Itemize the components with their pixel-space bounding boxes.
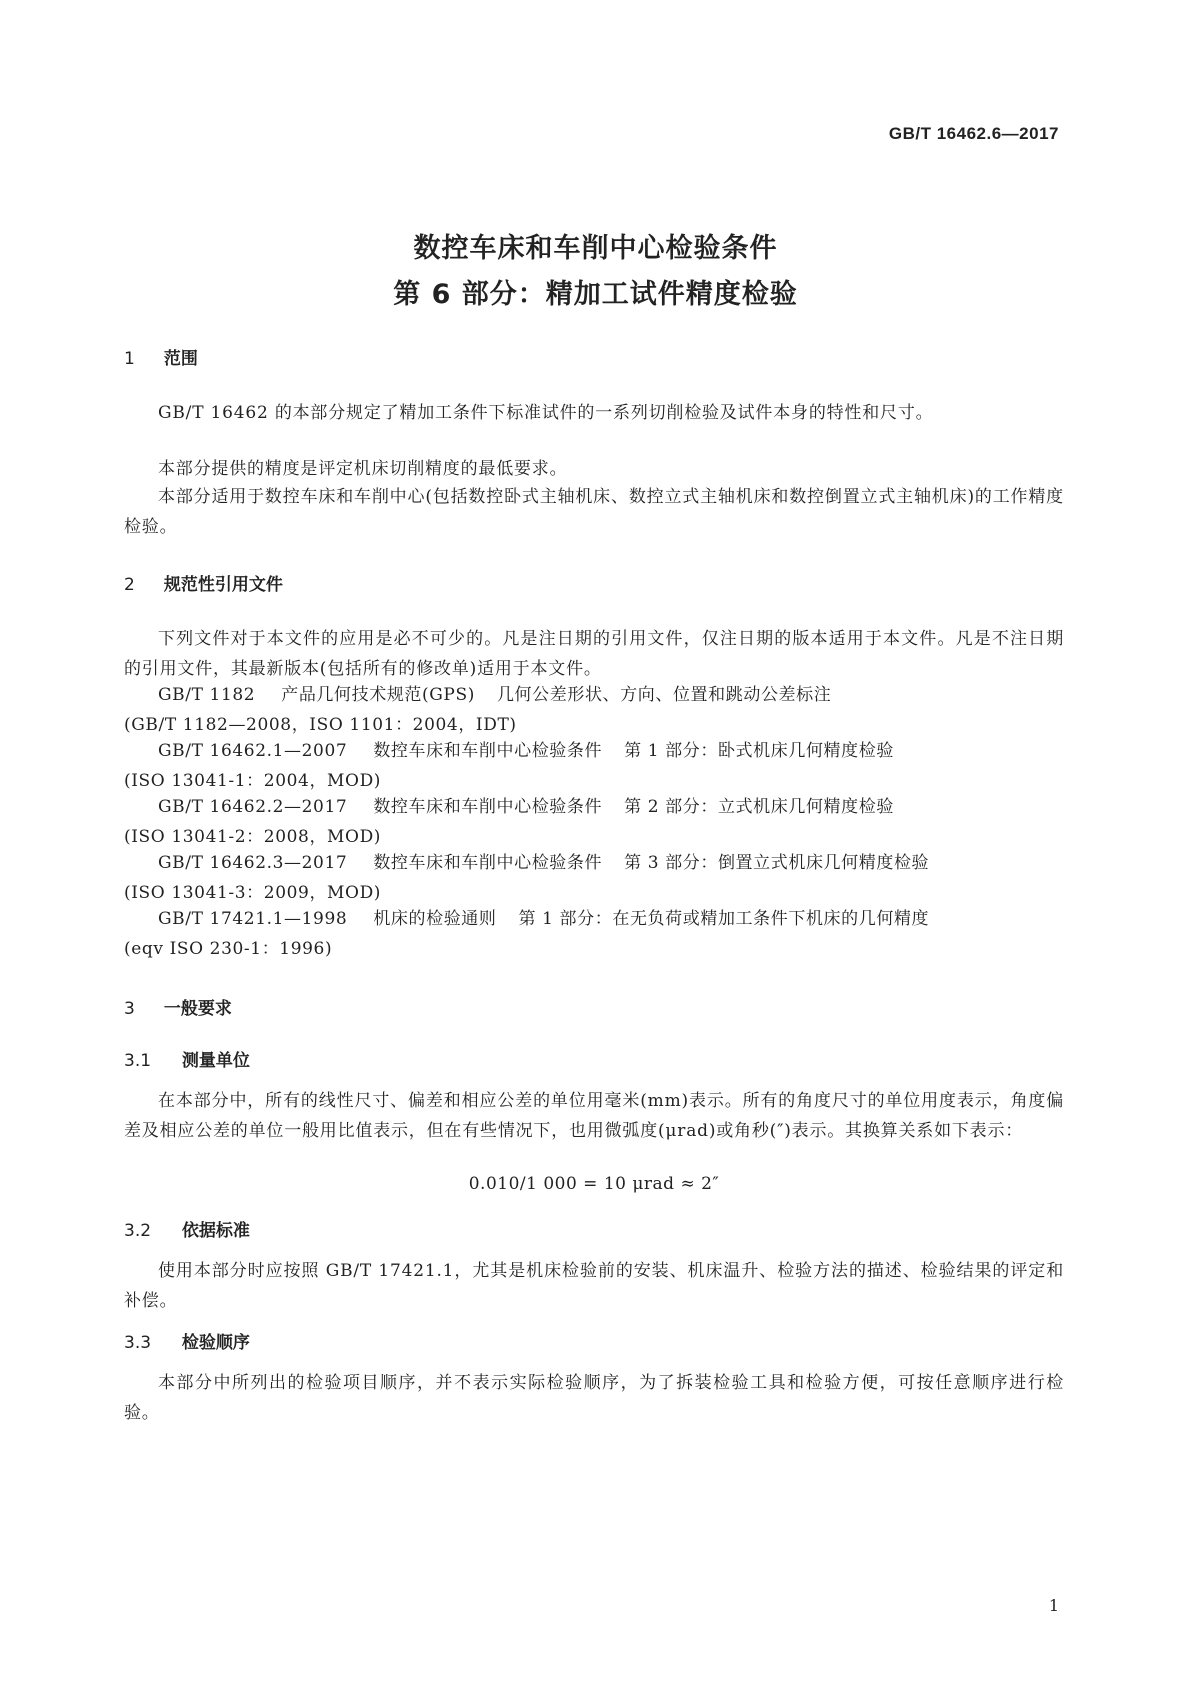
section-number: 3.1 [124, 1051, 152, 1071]
reference-part: 几何公差形状、方向、位置和跳动公差标注 [496, 685, 832, 705]
conversion-formula: 0.010/1 000 = 10 μrad ≈ 2″ [468, 1174, 720, 1194]
section-title: 规范性引用文件 [163, 575, 283, 595]
section-1-paragraph-2: 本部分提供的精度是评定机床切削精度的最低要求。 [158, 459, 568, 479]
section-number: 2 [124, 575, 135, 595]
section-title: 范围 [163, 349, 198, 369]
section-3-2-heading [124, 1216, 250, 1241]
section-3-1-paragraph: 在本部分中，所有的线性尺寸、偏差和相应公差的单位用毫米(mm)表示。所有的角度尺寸的单位用度表示，角度偏差及相应公差的单位一般用比值表示，但在有些情况下，也用微弧度(μrad)或角秒(″)表示。其换算关系如下表示： [124, 1091, 1064, 1141]
page-number: 1 [1048, 1596, 1059, 1615]
section-3-3-heading [124, 1328, 250, 1353]
reference-name: 数控车床和车削中心检验条件 [373, 853, 603, 873]
reference-code: GB/T 16462.1—2007 [158, 741, 348, 761]
section-3-2-paragraph: 使用本部分时应按照 GB/T 17421.1，尤其是机床检验前的安装、机床温升、检验方法的描述、检验结果的评定和补偿。 [124, 1261, 1064, 1311]
section-3-heading [124, 994, 232, 1019]
section-title: 检验顺序 [181, 1333, 250, 1353]
reference-item [124, 792, 1064, 852]
reference-code: GB/T 17421.1—1998 [158, 909, 348, 929]
section-2-intro: 下列文件对于本文件的应用是必不可少的。凡是注日期的引用文件，仅注日期的版本适用于本文件。凡是不注日期的引用文件，其最新版本(包括所有的修改单)适用于本文件。 [124, 629, 1064, 679]
section-title: 依据标准 [181, 1221, 250, 1241]
section-1-paragraph-1: GB/T 16462 的本部分规定了精加工条件下标准试件的一系列切削检验及试件本身的特性和尺寸。 [158, 403, 934, 423]
section-title: 一般要求 [163, 999, 232, 1019]
section-2-heading [124, 570, 283, 595]
standard-number: GB/T 16462.6—2017 [888, 124, 1059, 143]
section-number: 3 [124, 999, 135, 1019]
reference-item [124, 904, 1064, 964]
reference-equivalence: (eqv ISO 230-1：1996) [124, 939, 333, 959]
section-1-paragraph-3: 本部分适用于数控车床和车削中心(包括数控卧式主轴机床、数控立式主轴机床和数控倒置立式主轴机床)的工作精度检验。 [124, 487, 1064, 537]
reference-name: 数控车床和车削中心检验条件 [373, 797, 603, 817]
reference-name: 机床的检验通则 [373, 909, 497, 929]
section-1-heading [124, 344, 198, 369]
reference-equivalence: (ISO 13041-2：2008，MOD) [124, 827, 382, 847]
reference-name: 数控车床和车削中心检验条件 [373, 741, 603, 761]
reference-part: 第 1 部分：在无负荷或精加工条件下机床的几何精度 [518, 909, 930, 929]
reference-code: GB/T 16462.3—2017 [158, 853, 348, 873]
section-number: 3.3 [124, 1333, 152, 1353]
section-title: 测量单位 [181, 1051, 250, 1071]
document-title-line2: 第 6 部分：精加工试件精度检验 [393, 279, 798, 310]
reference-part: 第 3 部分：倒置立式机床几何精度检验 [624, 853, 930, 873]
reference-item [124, 848, 1064, 908]
reference-item [124, 680, 1064, 740]
reference-code: GB/T 1182 [158, 685, 256, 705]
reference-part: 第 2 部分：立式机床几何精度检验 [624, 797, 894, 817]
reference-name: 产品几何技术规范(GPS) [281, 685, 475, 705]
section-number: 3.2 [124, 1221, 152, 1241]
reference-code: GB/T 16462.2—2017 [158, 797, 348, 817]
reference-equivalence: (ISO 13041-1：2004，MOD) [124, 771, 382, 791]
reference-item [124, 736, 1064, 796]
reference-equivalence: (GB/T 1182—2008，ISO 1101：2004，IDT) [124, 715, 517, 735]
section-3-3-paragraph: 本部分中所列出的检验项目顺序，并不表示实际检验顺序，为了拆装检验工具和检验方便，可按任意顺序进行检验。 [124, 1373, 1064, 1423]
document-title-line1: 数控车床和车削中心检验条件 [413, 233, 778, 264]
section-number: 1 [124, 349, 135, 369]
reference-part: 第 1 部分：卧式机床几何精度检验 [624, 741, 894, 761]
reference-equivalence: (ISO 13041-3：2009，MOD) [124, 883, 382, 903]
section-3-1-heading [124, 1046, 250, 1071]
